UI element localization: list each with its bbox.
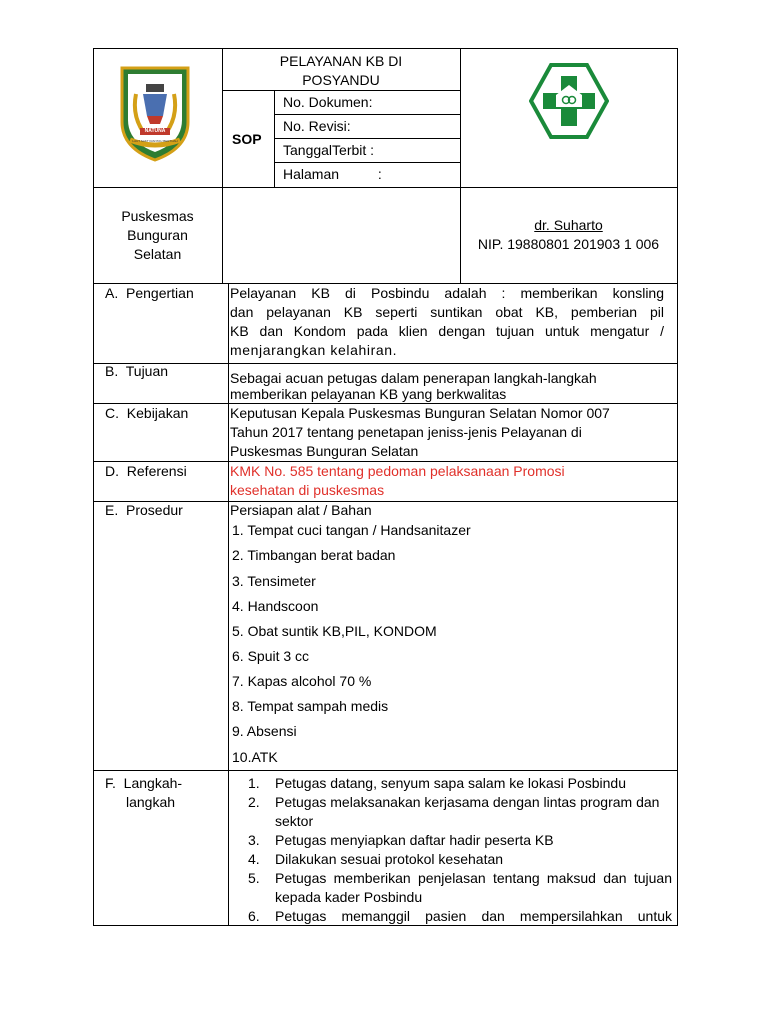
- sop-label: SOP: [232, 131, 262, 147]
- regional-emblem: [116, 64, 194, 162]
- document-title-line1: PELAYANAN KB DI: [279, 53, 403, 69]
- prosedur-item: 4. Handscoon: [232, 598, 319, 614]
- kebijakan-line2: Tahun 2017 tentang penetapan jeniss-jenis Pelayanan di: [230, 424, 582, 440]
- kebijakan-line1: Keputusan Kepala Puskesmas Bunguran Selatan Nomor 007: [230, 405, 610, 421]
- section-label-pengertian: A. Pengertian: [105, 285, 194, 301]
- step-number: 5.: [248, 870, 260, 886]
- pengertian-line2: dan pelayanan KB seperti suntikan obat KB, pemberian pil: [230, 304, 664, 320]
- step-number: 4.: [248, 851, 260, 867]
- unit-name-line3: Selatan: [133, 246, 182, 262]
- section-label-langkah-line1: F. Langkah-: [105, 775, 183, 791]
- langkah-step: [248, 850, 672, 869]
- puskesmas-logo: [529, 62, 609, 140]
- step-text: Petugas memberikan penjelasan tentang maksud dan tujuan kepada kader Posbindu: [275, 870, 672, 905]
- page-field: Halaman :: [283, 166, 382, 182]
- document-number-field: No. Dokumen:: [283, 94, 373, 110]
- langkah-step: [248, 774, 672, 793]
- tujuan-line1: Sebagai acuan petugas dalam penerapan langkah-langkah: [230, 370, 597, 386]
- prosedur-item: 7. Kapas alcohol 70 %: [232, 673, 372, 689]
- langkah-step: [248, 907, 672, 926]
- prosedur-item: 9. Absensi: [232, 723, 297, 739]
- step-number: 2.: [248, 794, 260, 810]
- prosedur-intro: Persiapan alat / Bahan: [230, 502, 372, 518]
- langkah-step: [248, 869, 672, 907]
- document-title-line2: POSYANDU: [302, 72, 380, 88]
- step-text: Petugas menyiapkan daftar hadir peserta KB: [275, 832, 554, 848]
- pengertian-line4: menjarangkan kelahiran.: [230, 342, 398, 358]
- prosedur-item: 1. Tempat cuci tangan / Handsanitazer: [232, 522, 471, 538]
- section-label-langkah-line2: langkah: [126, 794, 176, 810]
- unit-name-line2: Bunguran: [127, 227, 188, 243]
- langkah-step: [248, 831, 672, 850]
- step-number: 1.: [248, 775, 260, 791]
- pengertian-line3: KB dan Kondom pada klien dengan tujuan untuk mengatur /: [230, 323, 664, 339]
- step-text: Petugas memanggil pasien dan mempersilahkan untuk: [275, 908, 672, 924]
- tujuan-line2: memberikan pelayanan KB yang berkwalitas: [230, 386, 507, 402]
- prosedur-item: 6. Spuit 3 cc: [232, 648, 310, 664]
- step-text: Dilakukan sesuai protokol kesehatan: [275, 851, 504, 867]
- referensi-line1: KMK No. 585 tentang pedoman pelaksanaan Promosi: [230, 463, 565, 479]
- prosedur-item: 8. Tempat sampah medis: [232, 698, 389, 714]
- prosedur-item: 3. Tensimeter: [232, 573, 316, 589]
- unit-name-line1: Puskesmas: [121, 208, 194, 224]
- referensi-line2: kesehatan di puskesmas: [230, 482, 385, 498]
- step-number: 3.: [248, 832, 260, 848]
- langkah-step: [248, 793, 672, 831]
- step-number: 6.: [248, 908, 260, 924]
- signatory-name: dr. Suharto: [534, 217, 603, 233]
- step-text: Petugas melaksanakan kerjasama dengan lintas program dan sektor: [275, 794, 660, 829]
- issue-date-field: TanggalTerbit :: [283, 142, 375, 158]
- signatory-nip: NIP. 19880801 201903 1 006: [477, 236, 660, 252]
- prosedur-item: 10.ATK: [232, 749, 278, 765]
- emblem-motto: LAUT SAKTI RANTAU BERTUAH: [132, 139, 178, 143]
- section-label-tujuan: B. Tujuan: [105, 363, 169, 379]
- prosedur-item: 2. Timbangan berat badan: [232, 547, 396, 563]
- section-label-prosedur: E. Prosedur: [105, 502, 183, 518]
- emblem-text: NATUNA: [144, 128, 166, 134]
- prosedur-item: 5. Obat suntik KB,PIL, KONDOM: [232, 623, 437, 639]
- section-label-kebijakan: C. Kebijakan: [105, 405, 189, 421]
- pengertian-line1: Pelayanan KB di Posbindu adalah : memberikan konsling: [230, 285, 664, 301]
- step-text: Petugas datang, senyum sapa salam ke lokasi Posbindu: [275, 775, 626, 791]
- kebijakan-line3: Puskesmas Bunguran Selatan: [230, 443, 419, 459]
- section-label-referensi: D. Referensi: [105, 463, 187, 479]
- revision-number-field: No. Revisi:: [283, 118, 351, 134]
